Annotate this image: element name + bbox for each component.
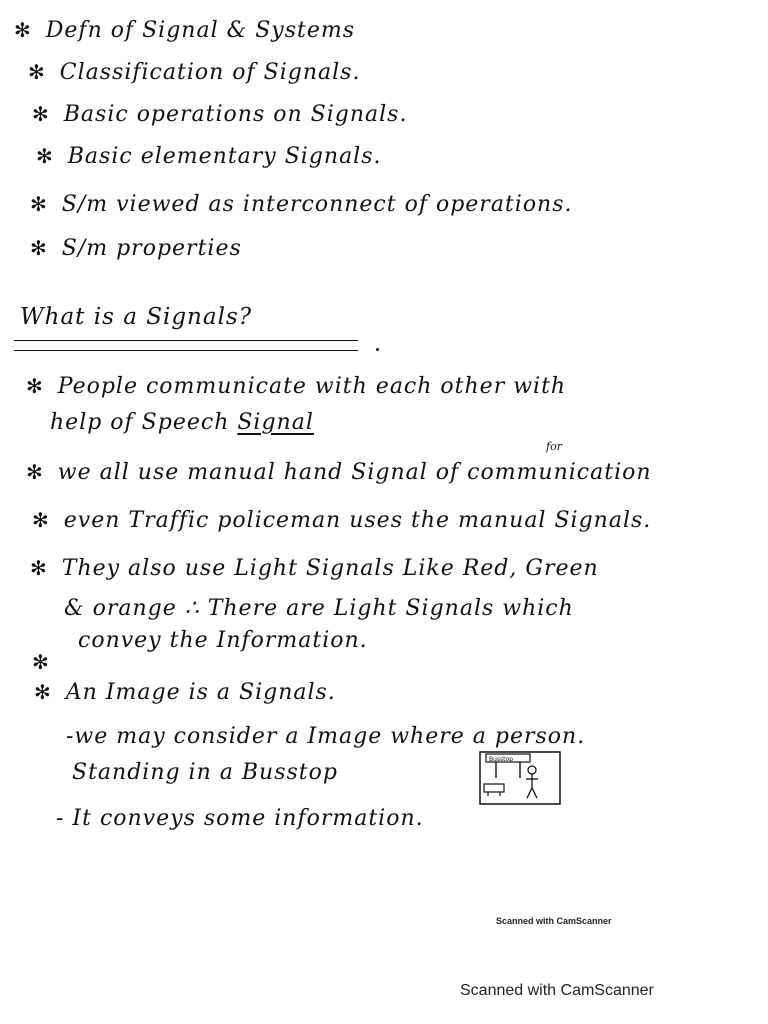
note-point-continuation: & orange ∴ There are Light Signals which xyxy=(64,596,574,621)
heading-underline xyxy=(14,350,358,351)
bullet-icon: ✻ xyxy=(36,144,54,168)
note-point-continuation: convey the Information. xyxy=(78,628,368,653)
note-subpoint-continuation: Standing in a Busstop xyxy=(72,760,338,785)
bullet-icon: ✻ xyxy=(26,374,44,398)
bullet-icon: ✻ xyxy=(14,18,32,42)
bullet-icon: ✻ xyxy=(32,508,50,532)
topic-item: ✻ Basic operations on Signals. xyxy=(32,102,408,127)
bullet-icon: ✻ xyxy=(28,60,46,84)
bullet-icon: ✻ xyxy=(30,236,48,260)
sketch-sign-text: Busstop xyxy=(489,756,514,763)
note-point: ✻ even Traffic policeman uses the manual Signals. xyxy=(32,508,652,533)
superscript-note: for xyxy=(546,440,562,453)
heading-underline xyxy=(14,340,358,341)
bullet-icon: ✻ xyxy=(32,650,50,674)
note-point-continuation: help of Speech Signal xyxy=(50,410,314,435)
busstop-sketch xyxy=(476,748,564,808)
note-point: ✻ we all use manual hand Signal of communication xyxy=(26,460,652,485)
topic-item: ✻ S/m viewed as interconnect of operations. xyxy=(30,192,573,217)
note-point: ✻ People communicate with each other with xyxy=(26,374,567,399)
bullet-icon: ✻ xyxy=(30,556,48,580)
bullet-icon: ✻ xyxy=(34,680,52,704)
section-heading: What is a Signals? xyxy=(20,304,253,330)
note-subpoint: - It conveys some information. xyxy=(56,806,424,831)
bullet-icon: ✻ xyxy=(26,460,44,484)
topic-item: ✻ Classification of Signals. xyxy=(28,60,361,85)
topic-item: ✻ Defn of Signal & Systems xyxy=(14,18,355,43)
topic-item: ✻ S/m properties xyxy=(30,236,242,261)
underlined-word: Signal xyxy=(237,410,314,435)
bullet-icon: ✻ xyxy=(32,102,50,126)
note-point: ✻ They also use Light Signals Like Red, Green xyxy=(30,556,599,581)
note-point: ✻ An Image is a Signals. xyxy=(34,680,336,705)
camscanner-watermark-large: Scanned with CamScanner xyxy=(460,982,654,999)
empty-bullet xyxy=(32,650,64,675)
bullet-icon: ✻ xyxy=(30,192,48,216)
camscanner-watermark-small: Scanned with CamScanner xyxy=(496,916,612,926)
stray-dot xyxy=(376,348,379,351)
note-subpoint: -we may consider a Image where a person. xyxy=(66,724,586,749)
topic-item: ✻ Basic elementary Signals. xyxy=(36,144,382,169)
